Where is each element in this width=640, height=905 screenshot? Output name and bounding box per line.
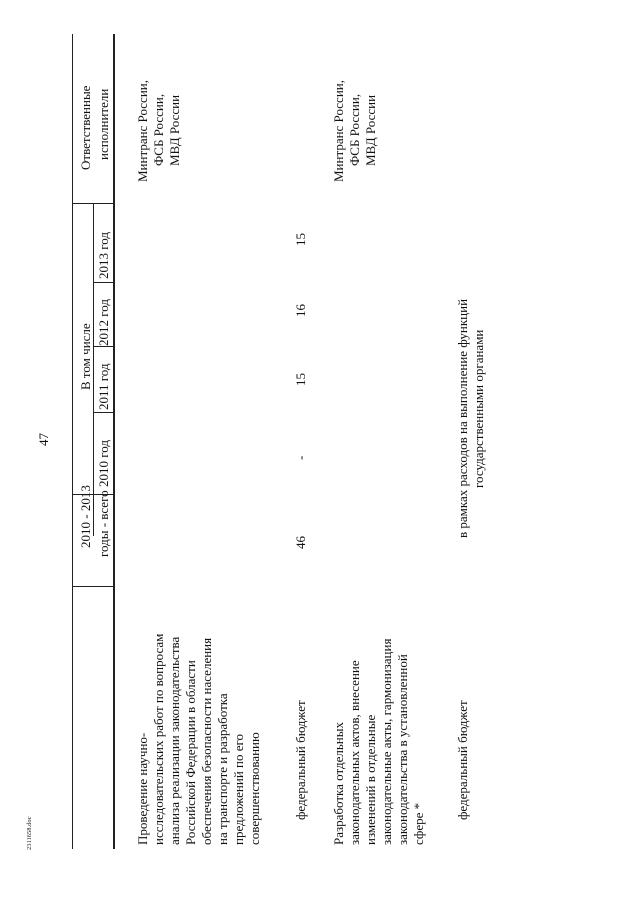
- row-2-2012: 16: [293, 304, 308, 317]
- header-divider-2012: [93, 282, 113, 283]
- table-border-header: [113, 34, 115, 849]
- table-border-top: [72, 34, 73, 849]
- header-divider-2011: [93, 346, 113, 347]
- footer-filename: 2311658.doc: [26, 816, 33, 850]
- header-divider-2010: [93, 412, 113, 413]
- header-divider-2013: [93, 203, 113, 204]
- header-period: 2010 - 2013: [78, 485, 93, 548]
- header-period-sub: годы - всего: [96, 490, 111, 557]
- row-4-note-line1: в рамках расходов на выполнение функций: [455, 298, 470, 538]
- header-executors-line1: Ответственные: [78, 85, 93, 170]
- row-2-budget-label: федеральный бюджет: [293, 700, 308, 820]
- header-year-2011: 2011 год: [96, 363, 111, 410]
- header-year-2013: 2013 год: [96, 232, 111, 279]
- header-executors-line2: исполнители: [96, 88, 111, 160]
- row-2-2011: 15: [293, 373, 308, 386]
- page-number: 47: [36, 433, 51, 446]
- header-year-2010: 2010 год: [96, 440, 111, 487]
- row-4-budget-label: федеральный бюджет: [455, 700, 470, 820]
- header-year-2012: 2012 год: [96, 299, 111, 346]
- row-2-total: 46: [293, 536, 308, 549]
- header-including: В том числе: [78, 323, 93, 390]
- row-4-note-line2: государственными органами: [471, 329, 486, 488]
- row-2-2010: -: [293, 455, 308, 460]
- header-divider-sub: [93, 203, 94, 536]
- row-2-2013: 15: [293, 233, 308, 246]
- header-divider-left: [72, 586, 113, 587]
